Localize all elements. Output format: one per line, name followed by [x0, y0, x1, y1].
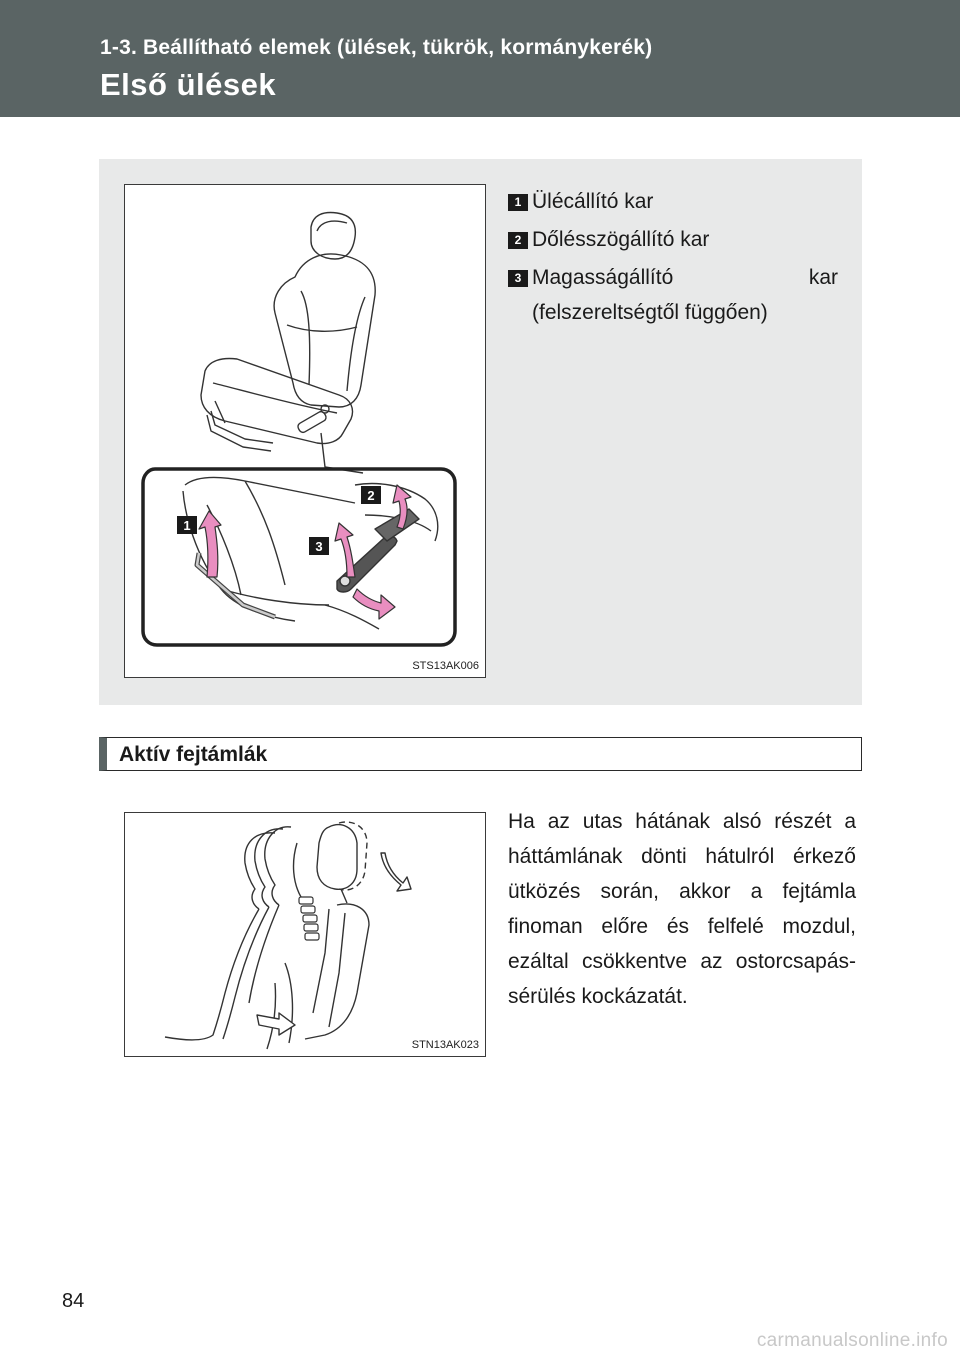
legend-item	[508, 260, 838, 330]
subheading-text: Aktív fejtámlák	[119, 743, 268, 766]
callout-2: 2	[367, 488, 375, 503]
legend-text: Magasságállító kar (felszereltségtől függően)	[532, 266, 838, 324]
legend-item	[508, 184, 838, 219]
chapter-header	[0, 0, 960, 117]
figure-code: STS13AK006	[412, 660, 479, 672]
callout-1: 1	[183, 518, 191, 533]
legend-number: 3	[508, 270, 528, 287]
section-title: 1-3. Beállítható elemek (ülések, tükrök, kormánykerék)	[100, 36, 653, 59]
watermark: carmanualsonline.info	[756, 1330, 948, 1351]
seat-adjustment-figure	[124, 184, 486, 678]
legend-text: Üléсállító kar	[532, 190, 654, 213]
figure-code: STN13AK023	[411, 1039, 479, 1051]
active-headrest-illustration	[125, 813, 487, 1058]
legend-list	[508, 184, 838, 333]
legend-number: 1	[508, 194, 528, 211]
legend-text: Dőlésszögállító kar	[532, 228, 710, 251]
page-title: Első ülések	[100, 67, 277, 102]
callout-3: 3	[315, 539, 323, 554]
legend-item	[508, 222, 838, 257]
height-lever-arrow	[335, 523, 355, 577]
front-seat-illustration	[125, 185, 487, 679]
page-number: 84	[62, 1290, 85, 1312]
active-headrest-figure	[124, 812, 486, 1057]
legend-number: 2	[508, 232, 528, 249]
subheading-bar	[99, 737, 862, 771]
height-lever-down-arrow	[353, 589, 395, 619]
body-paragraph: Ha az utas hátának alsó részét a háttámlának dönti hátulról érkező ütközés során, akkor a fejtámla finoman előre és felfelé mozdul, ezáltal csökkentve az ostorcsapás-sérülés kockázatát.	[508, 810, 856, 1008]
